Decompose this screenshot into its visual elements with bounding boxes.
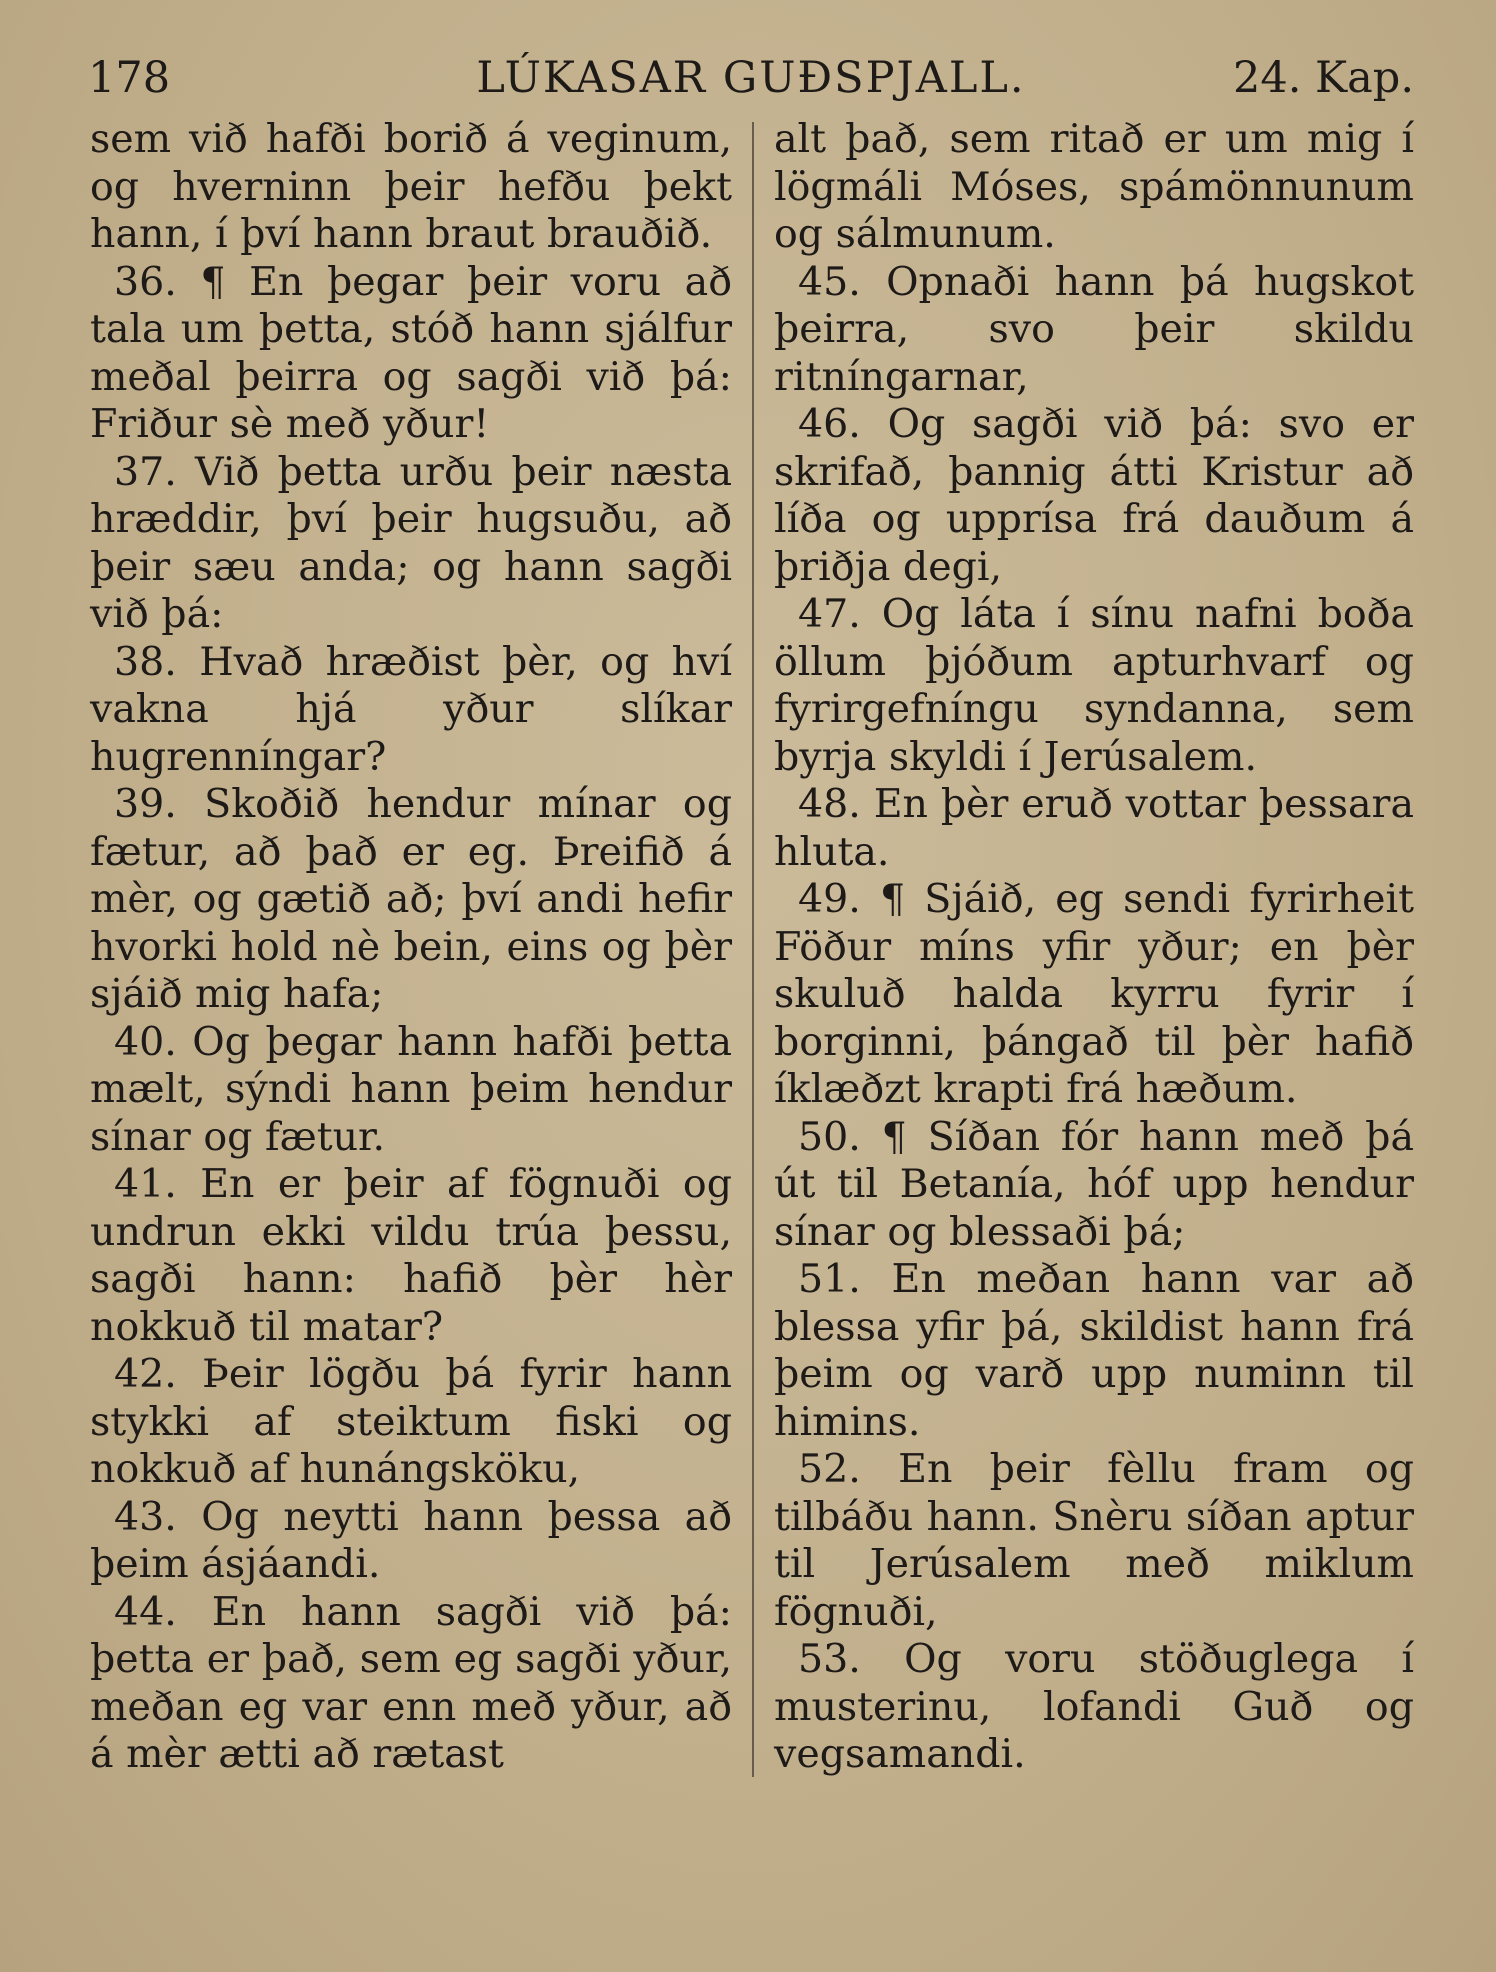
verse-39: 39. Skoðið hendur mínar og fætur, að það er eg. Þreifið á mèr, og gætið að; því andi hefir hvorki hold nè bein, eins og þèr sjáið mig hafa; [90,781,732,1017]
left-column [90,116,732,1779]
verse-46: 46. Og sagði við þá: svo er skrifað, þannig átti Kristur að líða og upprísa frá dauðum á þriðja degi, [774,401,1414,590]
verse-52: 52. En þeir fèllu fram og tilbáðu hann. Snèru síðan aptur til Jerúsalem með miklum fögnuði, [774,1446,1414,1635]
verse-37: 37. Við þetta urðu þeir næsta hræddir, því þeir hugsuðu, að þeir sæu anda; og hann sagði við þá: [90,448,732,637]
verse-53: 53. Og voru stöðuglega í musterinu, lofandi Guð og vegsamandi. [774,1636,1414,1777]
verse-50: 50. ¶ Síðan fór hann með þá út til Betanía, hóf upp hendur sínar og blessaði þá; [774,1113,1414,1255]
chapter-label: 24. Kap. [1232,53,1414,103]
right-column [774,116,1414,1779]
verse-45: 45. Opnaði hann þá hugskot þeirra, svo þeir skildu ritníngarnar, [774,258,1414,400]
verse-47: 47. Og láta í sínu nafni boða öllum þjóðum apturhvarf og fyrirgefníngu syndanna, sem byrja skyldi í Jerúsalem. [774,591,1414,780]
verse-36: 36. ¶ En þegar þeir voru að tala um þetta, stóð hann sjálfur meðal þeirra og sagði við þá: Friður sè með yður! [90,258,732,447]
verse-continuation: alt það, sem ritað er um mig í lögmáli Móses, spámönnunum og sálmunum. [774,116,1414,257]
column-divider [752,122,754,1777]
verse-49: 49. ¶ Sjáið, eg sendi fyrirheit Föður míns yfir yður; en þèr skuluð halda kyrru fyrir í borginni, þángað til þèr hafið íklæðzt krapti frá hæðum. [774,876,1414,1112]
verse-continuation: sem við hafði borið á veginum, og hverninn þeir hefðu þekt hann, í því hann braut brauðið. [90,116,732,257]
running-header [88,50,1414,106]
verse-41: 41. En er þeir af fögnuði og undrun ekki vildu trúa þessu, sagði hann: hafið þèr hèr nokkuð til matar? [90,1161,732,1350]
book-title: LÚKASAR GUÐSPJALL. [476,53,1026,103]
verse-38: 38. Hvað hræðist þèr, og hví vakna hjá yður slíkar hugrenníngar? [90,638,732,780]
verse-51: 51. En meðan hann var að blessa yfir þá, skildist hann frá þeim og varð upp numinn til himins. [774,1256,1414,1445]
verse-44: 44. En hann sagði við þá: þetta er það, sem eg sagði yður, meðan eg var enn með yður, að á mèr ætti að rætast [90,1588,732,1777]
page-number: 178 [88,53,171,103]
verse-43: 43. Og neytti hann þessa að þeim ásjáandi. [90,1493,732,1587]
verse-42: 42. Þeir lögðu þá fyrir hann stykki af steiktum fiski og nokkuð af hunángsköku, [90,1351,732,1492]
verse-48: 48. En þèr eruð vottar þessara hluta. [774,781,1414,875]
verse-40: 40. Og þegar hann hafði þetta mælt, sýndi hann þeim hendur sínar og fætur. [90,1018,732,1160]
